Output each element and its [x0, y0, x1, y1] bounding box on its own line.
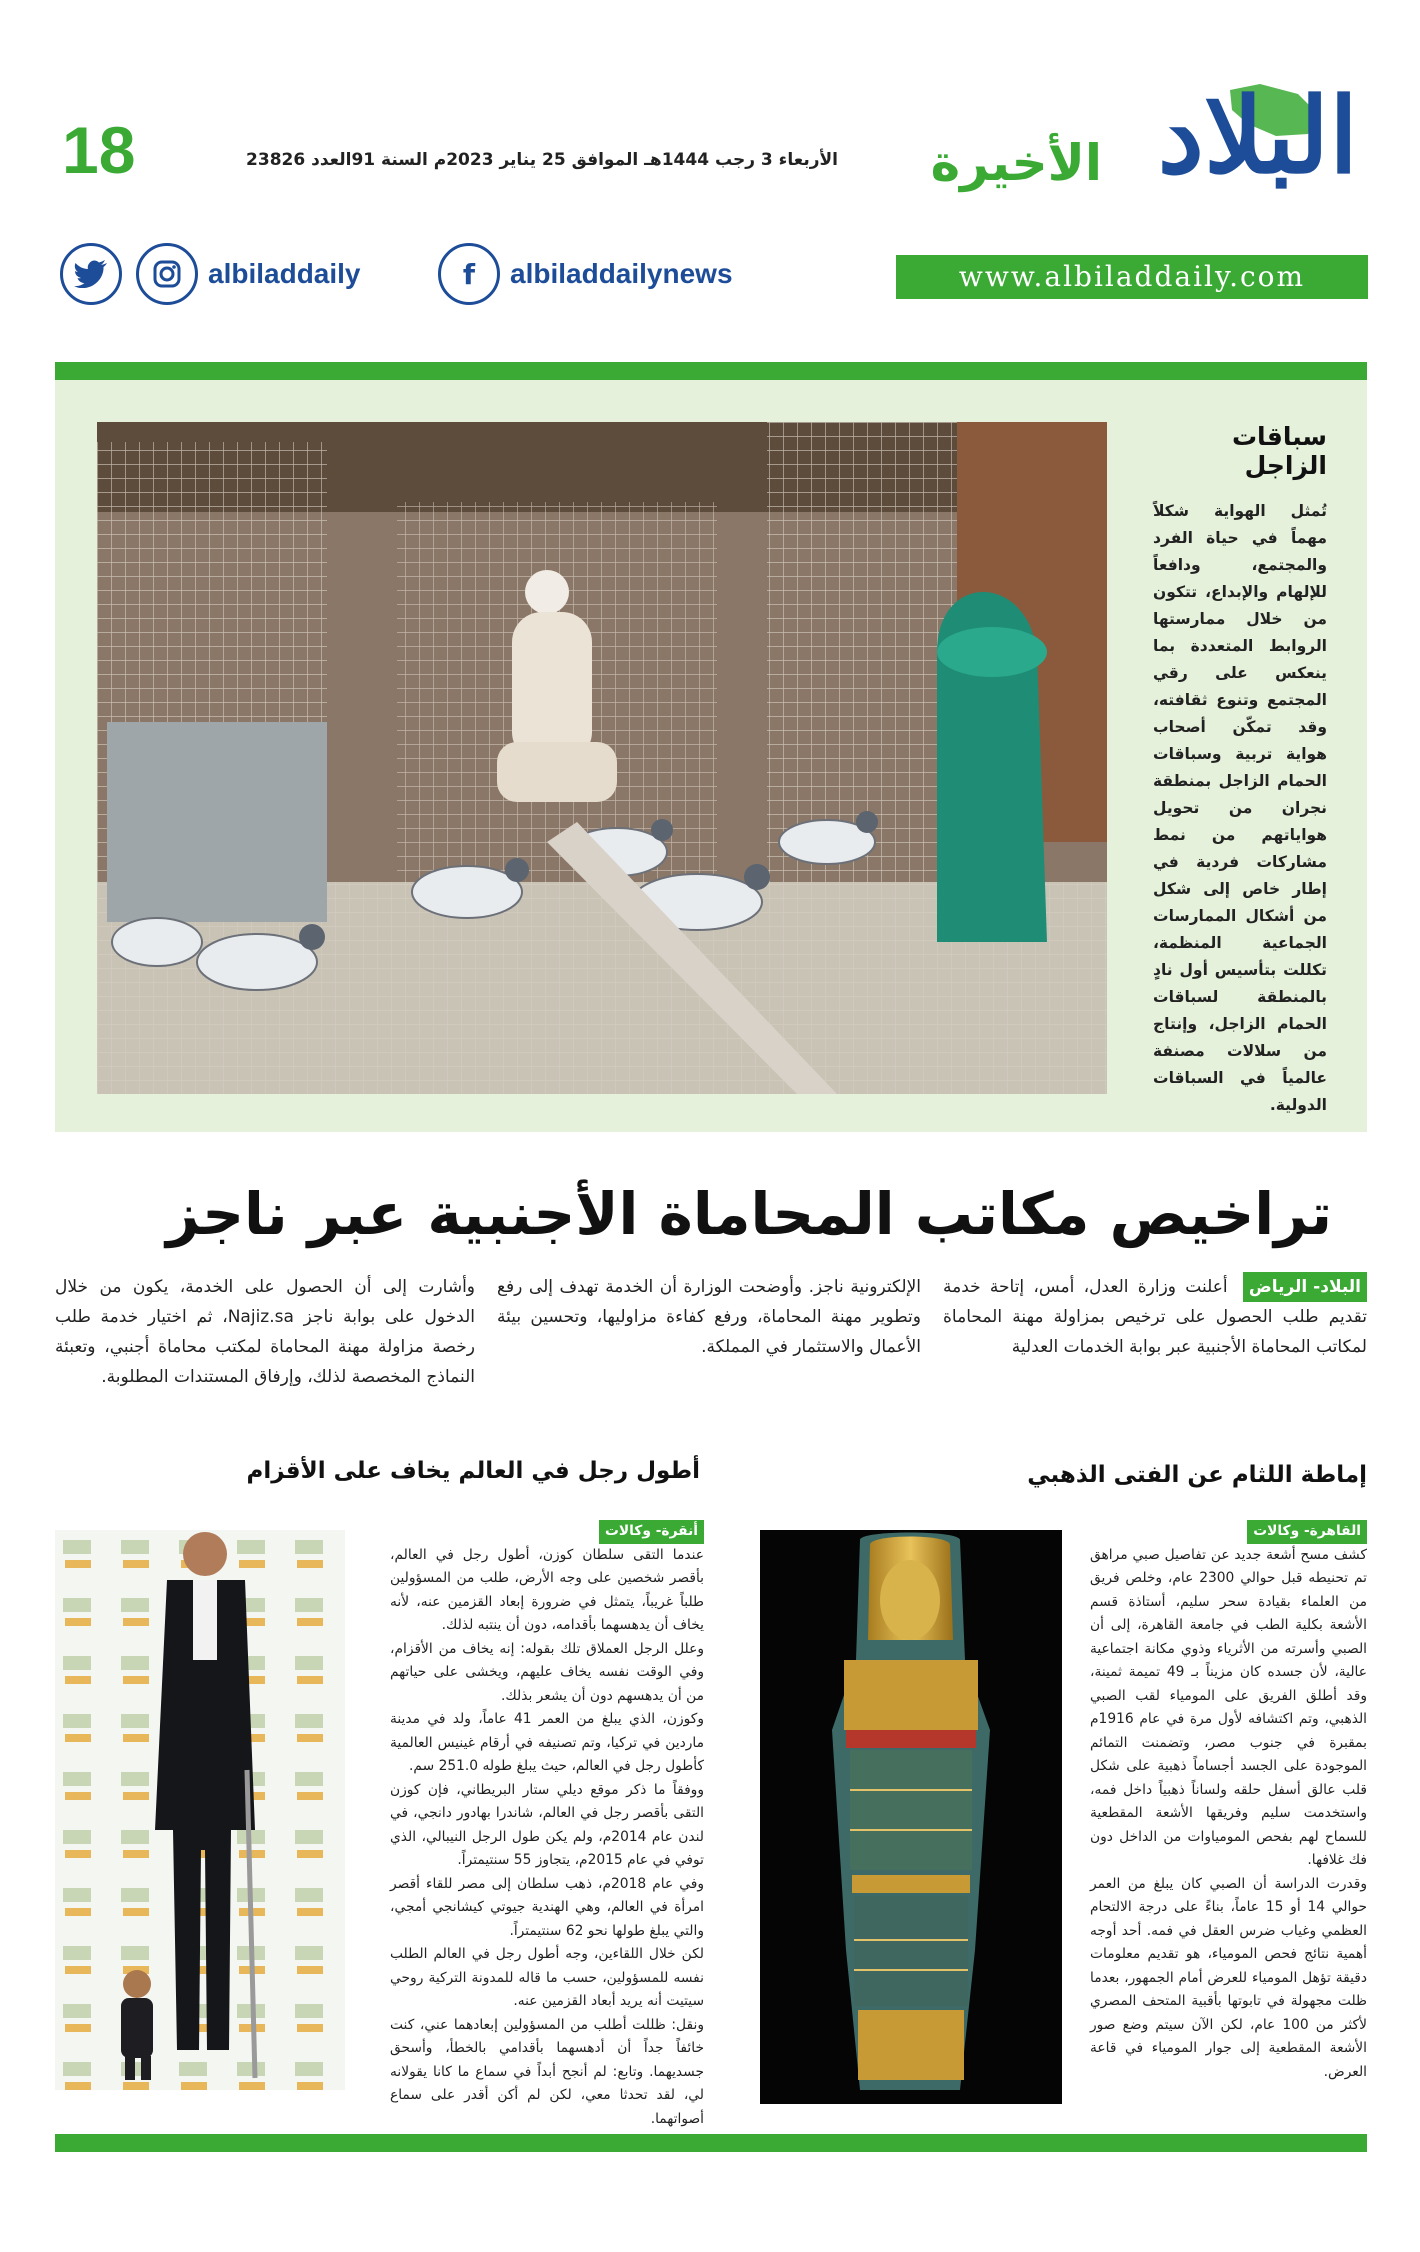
- giant-paragraph: عندما التقى سلطان كوزن، أطول رجل في العالم، بأقصر شخصين على وجه الأرض، طلب من المسؤولين طلباً غريباً، يتمثل في ضرورة إبعاد القزمين عنه، لأنه يخاف أن يدهسهما بأقدامه، دون أن ينتبه لذلك.: [390, 1546, 704, 1633]
- instagram-handle: albiladdaily: [208, 258, 361, 289]
- brand-name: البلاد: [1157, 74, 1358, 197]
- main-story-text-1: أعلنت وزارة العدل، أمس، إتاحة خدمة تقديم طلب الحصول على ترخيص بمزاولة مهنة المحاماة لمكاتب المحاماة الأجنبية عبر بوابة الخدمات العدلية: [943, 1277, 1367, 1357]
- pigeon-loft-photo: [97, 422, 1107, 1094]
- mummy-photo: [760, 1530, 1062, 2104]
- instagram-icon: [136, 243, 198, 305]
- main-headline: تراخيص مكاتب المحاماة الأجنبية عبر ناجز: [166, 1180, 1332, 1248]
- twitter-link[interactable]: [60, 242, 122, 306]
- instagram-link[interactable]: [136, 242, 361, 306]
- giant-story-text: [390, 1520, 704, 2131]
- top-divider: [55, 362, 1367, 380]
- facebook-icon: f: [438, 243, 500, 305]
- twitter-icon: [60, 243, 122, 305]
- issue-dateline: الأربعاء 3 رجب 1444هـ الموافق 25 يناير 2023م السنة 91العدد 23826: [246, 150, 838, 170]
- giant-paragraph: وعلل الرجل العملاق تلك بقوله: إنه يخاف من الأقزام، وفي الوقت نفسه يخاف عليهم، ويخشى على حياتهم من أن يدهسهم دون أن يشعر بذلك.: [390, 1640, 704, 1704]
- bottom-divider: [55, 2134, 1367, 2152]
- mummy-paragraph: وقدرت الدراسة أن الصبي كان يبلغ من العمر حوالي 14 أو 15 عاماً، بناءً على درجة الالتحام العظمي وغياب ضرس العقل في فمه. أحد أوجه أهمية نتائج فحص المومياء، هو تقديم معلومات دقيقة تؤهل المومياء للعرض أمام الجمهور، بعدما ظلت مجهولة في تابوتها بأقبية المتحف المصري لأكثر من 100 عام، لكن الآن سيتم وضع صور الأشعة المقطعية إلى جوار المومياء في قاعة العرض.: [1090, 1875, 1367, 2080]
- feature-title: سباقات الزاجل: [1231, 422, 1327, 480]
- masthead-logo: [900, 74, 1370, 214]
- feature-section: [55, 380, 1367, 1132]
- main-story-byline: البلاد- الرياض: [1243, 1272, 1367, 1302]
- feature-sidebar: [1153, 422, 1327, 1119]
- feature-body: تُمثل الهواية شكلاً مهماً في حياة الفرد والمجتمع، ودافعاً للإلهام والإبداع، تتكون من خلال ممارستها الروابط المتعددة بما ينعكس على رقي المجتمع وتنوع ثقافته، وقد تمكّن أصحاب هواية تربية وسباقات الحمام الزاجل بمنطقة نجران من تحويل هواياتهم من نمط مشاركات فردية في إطار خاص إلى شكل من أشكال الممارسات الجماعية المنظمة، تكللت بتأسيس أول نادٍ بالمنطقة لسباقات الحمام الزاجل، وإنتاج من سلالات مصنفة عالمياً في السباقات الدولية.: [1153, 502, 1327, 1114]
- brand-subtitle: الأخيرة: [930, 134, 1102, 192]
- giant-story-byline: أنقرة- وكالات: [599, 1520, 704, 1544]
- main-story-column-1: [943, 1272, 1367, 1362]
- giant-paragraph: وفي عام 2018م، ذهب سلطان إلى مصر للقاء أقصر امرأة في العالم، وهي الهندية جيوتي كيشانجي أمجي، والتي يبلغ طولها نحو 62 سنتيمتراً.: [390, 1875, 704, 1939]
- facebook-handle: albiladdailynews: [510, 258, 733, 289]
- giant-paragraph: وكوزن، الذي يبلغ من العمر 41 عاماً، ولد في مدينة ماردين في تركيا، وتم تصنيفه في أرقام غينيس العالمية كأطول رجل في العالم، حيث يبلغ طوله 251.0 سم.: [390, 1711, 704, 1774]
- tallest-man-photo: [55, 1530, 345, 2090]
- mummy-paragraph: كشف مسح أشعة جديد عن تفاصيل صبي مراهق تم تحنيطه قبل حوالي 2300 عام، وخلص فريق من العلماء بقيادة سحر سليم، أستاذة قسم الأشعة بكلية الطب في جامعة القاهرة، إلى أن الصبي وأسرته من الأثرياء وذوي مكانة اجتماعية عالية، لأن جسده كان مزيناً بـ 49 تميمة ثمينة، وقد أطلق الفريق على المومياء لقب الصبي الذهبي، وتم اكتشافه لأول مرة في عام 1916م بمقبرة في جنوب مصر، وتضمنت التمائم الموجودة على الجسد أجساماً ذهبية على شكل قلب عالق أسفل حلقه ولساناً ذهبياً داخل فمه، واستخدمت سليم وفريقها الأشعة المقطعية للسماح لهم بفحص المومياوات من الداخل دون فك غلافها.: [1090, 1546, 1367, 1868]
- mummy-story-title: إماطة اللثام عن الفتى الذهبي: [1027, 1462, 1367, 1488]
- page-number: 18: [62, 113, 136, 187]
- main-story-column-2: الإلكترونية ناجز. وأوضحت الوزارة أن الخدمة تهدف إلى رفع وتطوير مهنة المحاماة، ورفع كفاءة مزاوليها، وتحسين بيئة الأعمال والاستثمار في المملكة.: [497, 1277, 921, 1357]
- website-url[interactable]: www.albiladdaily.com: [896, 255, 1368, 299]
- facebook-link[interactable]: [438, 242, 733, 306]
- main-story-column-3: وأشارت إلى أن الحصول على الخدمة، يكون من خلال الدخول على بوابة ناجز Najiz.sa، ثم اختيار خدمة طلب رخصة مزاولة مهنة المحاماة لمكتب محاماة أجنبي، وتعبئة النماذج المخصصة لذلك، وإرفاق المستندات المطلوبة.: [55, 1277, 475, 1387]
- giant-paragraph: ونقل: ظللت أطلب من المسؤولين إبعادهما عني، كنت خائفاً جداً أن أدهسهما بأقدامي بالخطأ، وأسحق جسديهما. وتابع: لم أنجح أبداً في سماع ما كانا يقولانه لي، لقد تحدثا معي، لكن لم أكن أقدر على سماع أصواتهما.: [390, 2016, 704, 2127]
- main-story: [55, 1272, 1367, 1422]
- giant-paragraph: ووفقاً ما ذكر موقع ديلي ستار البريطاني، فإن كوزن التقى بأقصر رجل في العالم، شاندرا بهادور دانجي، في لندن عام 2014م، ولم يكن طول الرجل النيبالي، الذي توفي في عام 2015م، يتجاوز 55 سنتيمتراً.: [390, 1781, 704, 1868]
- giant-paragraph: لكن خلال اللقاءين، وجه أطول رجل في العالم الطلب نفسه للمسؤولين، حسب ما قاله للمدونة التركية روحي سيتيت أنه يريد أبعاد القزمين عنه.: [390, 1946, 704, 2009]
- mummy-story-text: [1090, 1520, 1367, 2084]
- giant-story-title: أطول رجل في العالم يخاف على الأقزام: [246, 1458, 700, 1484]
- mummy-story-byline: القاهرة- وكالات: [1247, 1520, 1367, 1544]
